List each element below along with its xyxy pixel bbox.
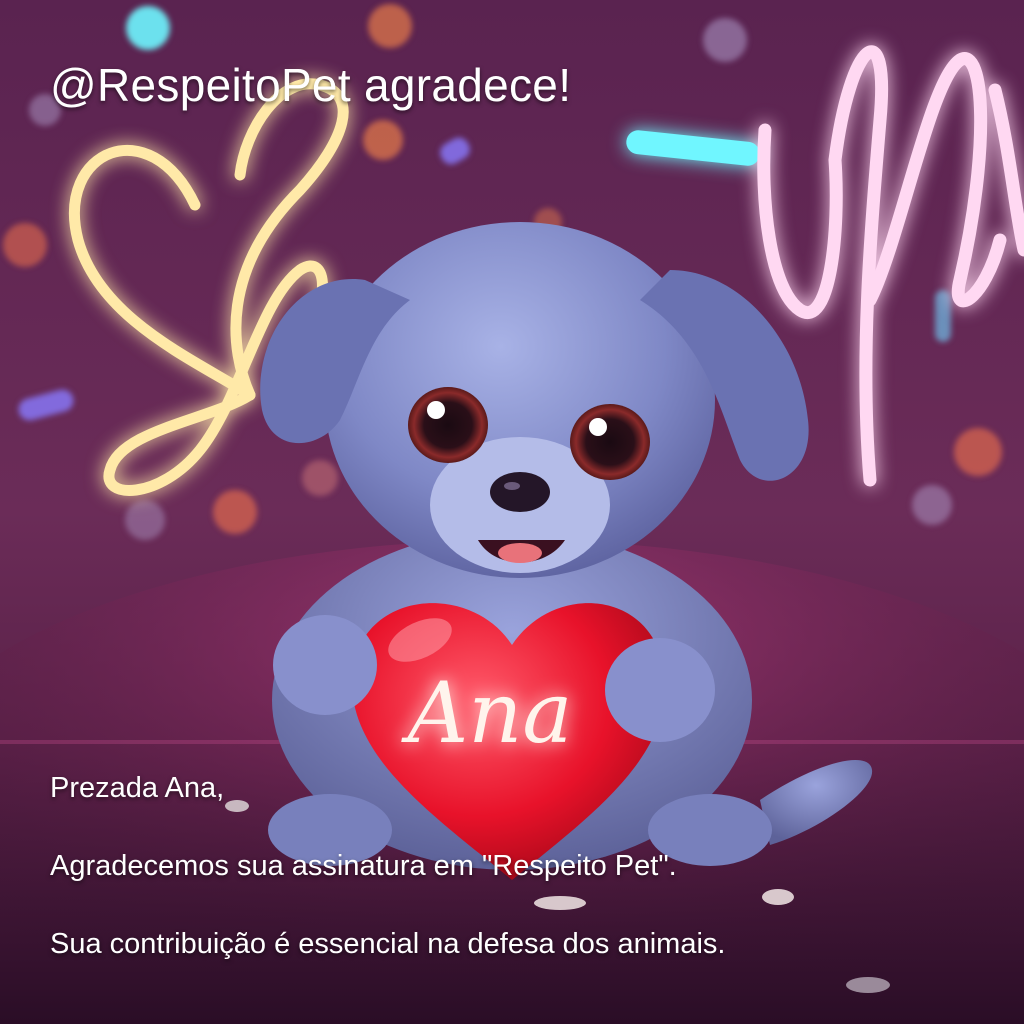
contribution-text: Sua contribuição é essencial na defesa dos animais. xyxy=(50,928,726,960)
thanks-text: Agradecemos sua assinatura em "Respeito Pet". xyxy=(50,850,677,882)
post-title: @RespeitoPet agradece! xyxy=(50,59,572,111)
heart-name: Ana xyxy=(407,664,573,762)
greeting-text: Prezada Ana, xyxy=(50,772,225,804)
